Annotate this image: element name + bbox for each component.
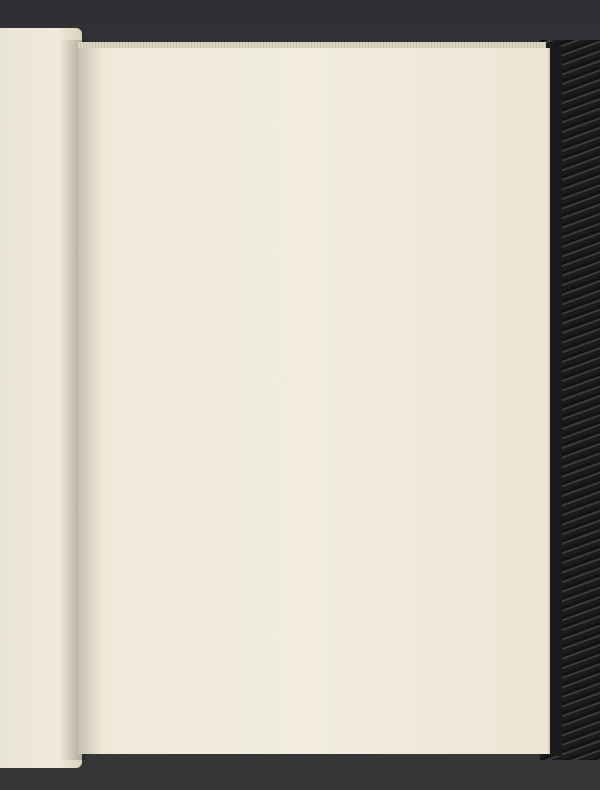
salary-table bbox=[145, 150, 445, 228]
right-page-gutter-shadow bbox=[78, 48, 102, 754]
page-body bbox=[145, 150, 445, 228]
cover-edge bbox=[548, 46, 562, 756]
